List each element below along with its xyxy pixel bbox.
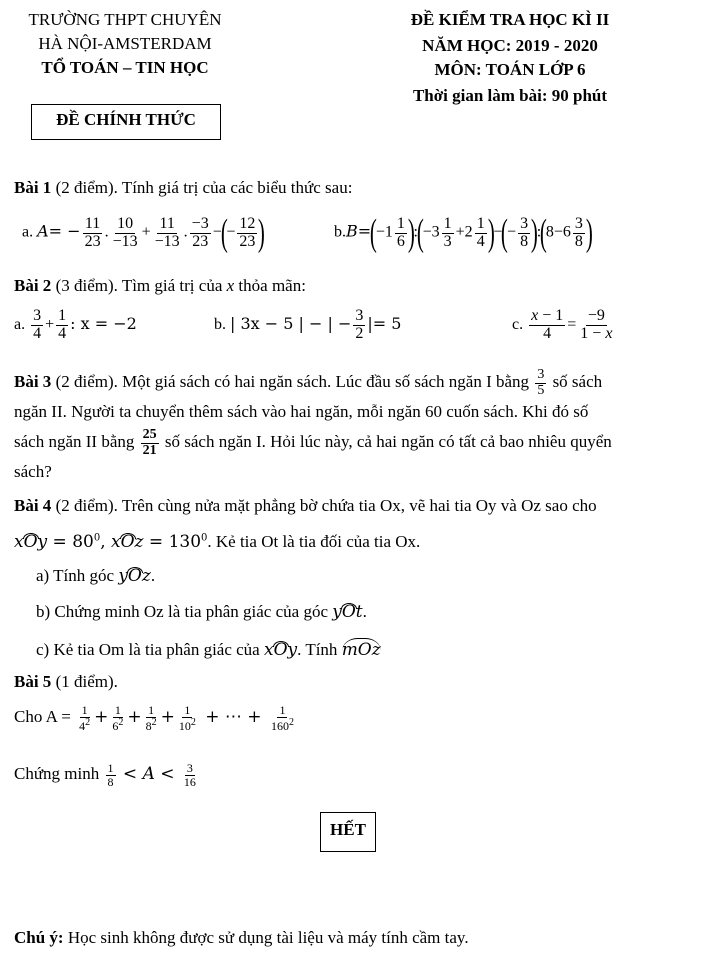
note-label: Chú ý: bbox=[14, 928, 64, 947]
bai4-line2-tail: . Kẻ tia Ot là tia đối của tia Ox. bbox=[207, 532, 421, 551]
bai3-text-line3-end: số sách ngăn I. Hỏi lúc này, cả hai ngăn có tất cả bao nhiêu quyển bbox=[164, 432, 612, 452]
bai4-text-line1: (2 điểm). Trên cùng nửa mặt phẳng bờ chứa tia Ox, vẽ hai tia Oy và Oz sao cho bbox=[55, 496, 597, 515]
bai2-c-prefix: c. bbox=[512, 315, 524, 333]
bai3-line4: sách? bbox=[14, 462, 52, 481]
exam-duration: Thời gian làm bài: 90 phút bbox=[412, 86, 608, 105]
bai2-label: Bài 2 bbox=[14, 276, 52, 295]
bai5-points: (1 điểm). bbox=[55, 672, 118, 691]
bai4-line2: xOy = $80^0$, xOz = $130^0$. Kẻ tia Ot là tia đối của tia Ox. bbox=[14, 532, 421, 552]
bai4-item-a-text: a) Tính góc bbox=[36, 566, 115, 585]
bai4-item-c-mid: . Tính bbox=[297, 640, 338, 659]
end-label: HẾT bbox=[330, 820, 366, 839]
bai1-expression-b: b.B=(−1 $\frac{1}{6}$ ):(−3 $\frac{1}{3}$ +2 $\frac{1}{4}$ )−(− $\frac{3}{8}$ ):(8−6 $\frac{3}{8}$ ) bbox=[334, 212, 593, 254]
bai4-item-b: b) Chứng minh Oz là tia phân giác của góc yOt. bbox=[36, 602, 367, 622]
bai5-label: Bài 5 bbox=[14, 672, 52, 691]
bai2-a-tail: : x = −2 bbox=[70, 313, 137, 333]
bai2-b-tail: |= 5 bbox=[367, 313, 402, 333]
bai1-b-prefix: b. bbox=[334, 223, 346, 241]
bai3-text-line3-start: sách ngăn II bằng bbox=[14, 432, 135, 452]
bai1-heading bbox=[14, 178, 352, 198]
department-name: TỔ TOÁN – TIN HỌC bbox=[41, 58, 209, 77]
footer-note bbox=[14, 928, 469, 948]
bai3-line3: sách ngăn II bằng $\frac{25}{21}$ số sách ngăn I. Hỏi lúc này, cả hai ngăn có tất cả bao nhiêu quyển bbox=[14, 427, 612, 458]
official-label: ĐỀ CHÍNH THỨC bbox=[56, 110, 196, 129]
note-text: Học sinh không được sử dụng tài liệu và máy tính cầm tay. bbox=[67, 928, 469, 947]
bai2-heading bbox=[14, 276, 306, 296]
exam-title: ĐỀ KIỂM TRA HỌC KÌ II bbox=[410, 10, 610, 29]
bai5-heading bbox=[14, 672, 118, 692]
bai4-item-c-text: c) Kẻ tia Om là tia phân giác của bbox=[36, 640, 260, 659]
bai1-a-var: A bbox=[37, 221, 49, 241]
bai3-text-line1-end: số sách bbox=[552, 372, 603, 392]
bai5-chung-minh: Chứng minh bbox=[14, 764, 100, 783]
bai3-line1: Bài 3 (2 điểm). Một giá sách có hai ngăn sách. Lúc đầu số sách ngăn I bằng $\frac{3}{5}$ số sách bbox=[14, 367, 603, 398]
bai2-a-prefix: a. bbox=[14, 315, 26, 333]
bai1-a-prefix: a. bbox=[22, 223, 34, 241]
school-name-line2: HÀ NỘI-AMSTERDAM bbox=[38, 34, 212, 53]
bai3-line2: ngăn II. Người ta chuyển thêm sách vào hai ngăn, mỗi ngăn 60 cuốn sách. Khi đó số bbox=[14, 402, 589, 421]
bai2-expression-b: b. | 3x − 5 | − | − $\frac{3}{2}$ |= 5 bbox=[214, 307, 402, 342]
bai5-prove: Chứng minh $\frac{1}{8}$ < A < $\frac{3}{16}$ bbox=[14, 761, 196, 789]
bai2-expression-c: c. $\frac{x - 1}{4}$ = $\frac{-9}{1 - x}$ bbox=[512, 307, 613, 342]
bai2-b-prefix: b. bbox=[214, 315, 226, 333]
school-year: NĂM HỌC: 2019 - 2020 bbox=[422, 36, 598, 55]
bai2-expression-a: a. $\frac{3}{4}$ + $\frac{1}{4}$ : x = −2 bbox=[14, 307, 137, 342]
bai1-label: Bài 1 bbox=[14, 178, 52, 197]
bai5-given: Cho A = $\frac{1}{4^2}$ + $\frac{1}{6^2}$ + $\frac{1}{8^2}$ + $\frac{1}{10^2}$ + ⋯ + $\frac{1}{160^2}$ bbox=[14, 703, 294, 733]
bai2-instruction-end: thỏa mãn: bbox=[238, 276, 306, 295]
bai3-label: Bài 3 bbox=[14, 372, 52, 392]
bai4-item-c: c) Kẻ tia Om là tia phân giác của xOy. Tính mOz bbox=[36, 640, 381, 660]
bai3-text-line1: (2 điểm). Một giá sách có hai ngăn sách. Lúc đầu số sách ngăn I bằng bbox=[55, 372, 530, 392]
bai2-b-expr: | 3x − 5 | − | − bbox=[230, 313, 352, 333]
school-name-line1: TRƯỜNG THPT CHUYÊN bbox=[28, 10, 222, 29]
bai1-expression-a: a. A= − $\frac{11}{23}$ . $\frac{10}{-13}$ + $\frac{11}{-13}$ . $\frac{-3}{23}$ −(− $\frac{12}{23}$ ) bbox=[22, 212, 266, 254]
bai2-instruction: (3 điểm). Tìm giá trị của bbox=[55, 276, 223, 295]
bai2-var: x bbox=[226, 276, 235, 295]
bai4-line1 bbox=[14, 496, 597, 516]
bai4-item-a: a) Tính góc yOz. bbox=[36, 566, 156, 586]
bai5-cho: Cho A = bbox=[14, 707, 71, 726]
subject: MÔN: TOÁN LỚP 6 bbox=[434, 60, 586, 79]
bai4-label: Bài 4 bbox=[14, 496, 52, 515]
bai4-item-b-text: b) Chứng minh Oz là tia phân giác của góc bbox=[36, 602, 328, 621]
bai1-b-var: B bbox=[346, 221, 358, 241]
bai1-instruction: (2 điểm). Tính giá trị của các biểu thức sau: bbox=[55, 178, 353, 197]
